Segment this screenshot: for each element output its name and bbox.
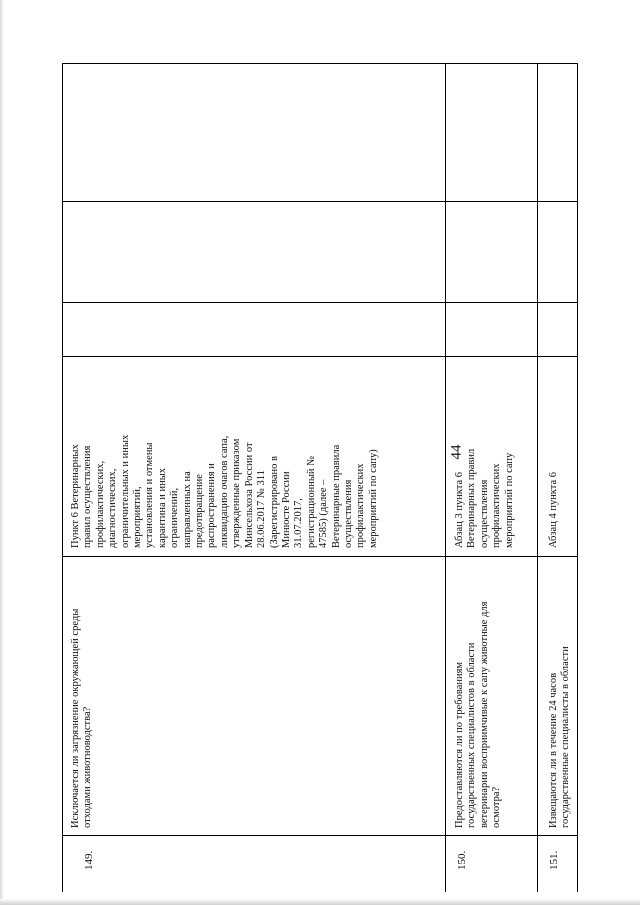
row-separator — [445, 63, 446, 892]
row-reference: Пункт 6 Ветеринарных правил осуществления профилактических, диагностических, ограничительных и иных мероприятий, установления и отмены карантина и иных ограничений, направленных на предотвращение распространения и ликвидацию очагов сапа, утвержденные приказом Минсельхоза России от 28.06.2017 № 311 (Зарегистрировано в Минюсте России 31.07.2017, регистрационный № 47585) (далее – Ветеринарные правила осуществления профилактических мероприятий по сапу) — [70, 434, 379, 548]
row-number: 149. — [83, 850, 95, 870]
row-question: Предоставляются ли по требованиям государственных специалистов в области ветеринарии восприимчивые к сапу животные для осмотра? — [454, 601, 503, 828]
column-separator — [62, 556, 578, 557]
column-separator — [62, 302, 578, 303]
column-separator — [62, 835, 578, 836]
table-border-right — [577, 63, 578, 892]
table-border-top — [62, 63, 578, 64]
column-separator — [62, 356, 578, 357]
row-reference: Абзац 4 пункта 6 — [548, 471, 559, 548]
row-number: 151. — [548, 850, 560, 870]
page-number: 44 — [448, 444, 465, 460]
scan-edge — [0, 0, 4, 905]
row-reference: Абзац 3 пункта 6 Ветеринарных правил осуществления профилактических мероприятий по сапу — [454, 448, 515, 548]
row-question: Извещаются ли в течение 24 часов государственные специалисты в области — [548, 646, 572, 828]
row-question: Исключается ли загрязнение окружающей среды отходами животноводства? — [70, 608, 94, 828]
row-separator — [537, 63, 538, 892]
row-number: 150. — [456, 850, 468, 870]
column-separator — [62, 201, 578, 202]
scan-bottom-edge — [0, 899, 640, 905]
table-border-left — [62, 63, 63, 892]
